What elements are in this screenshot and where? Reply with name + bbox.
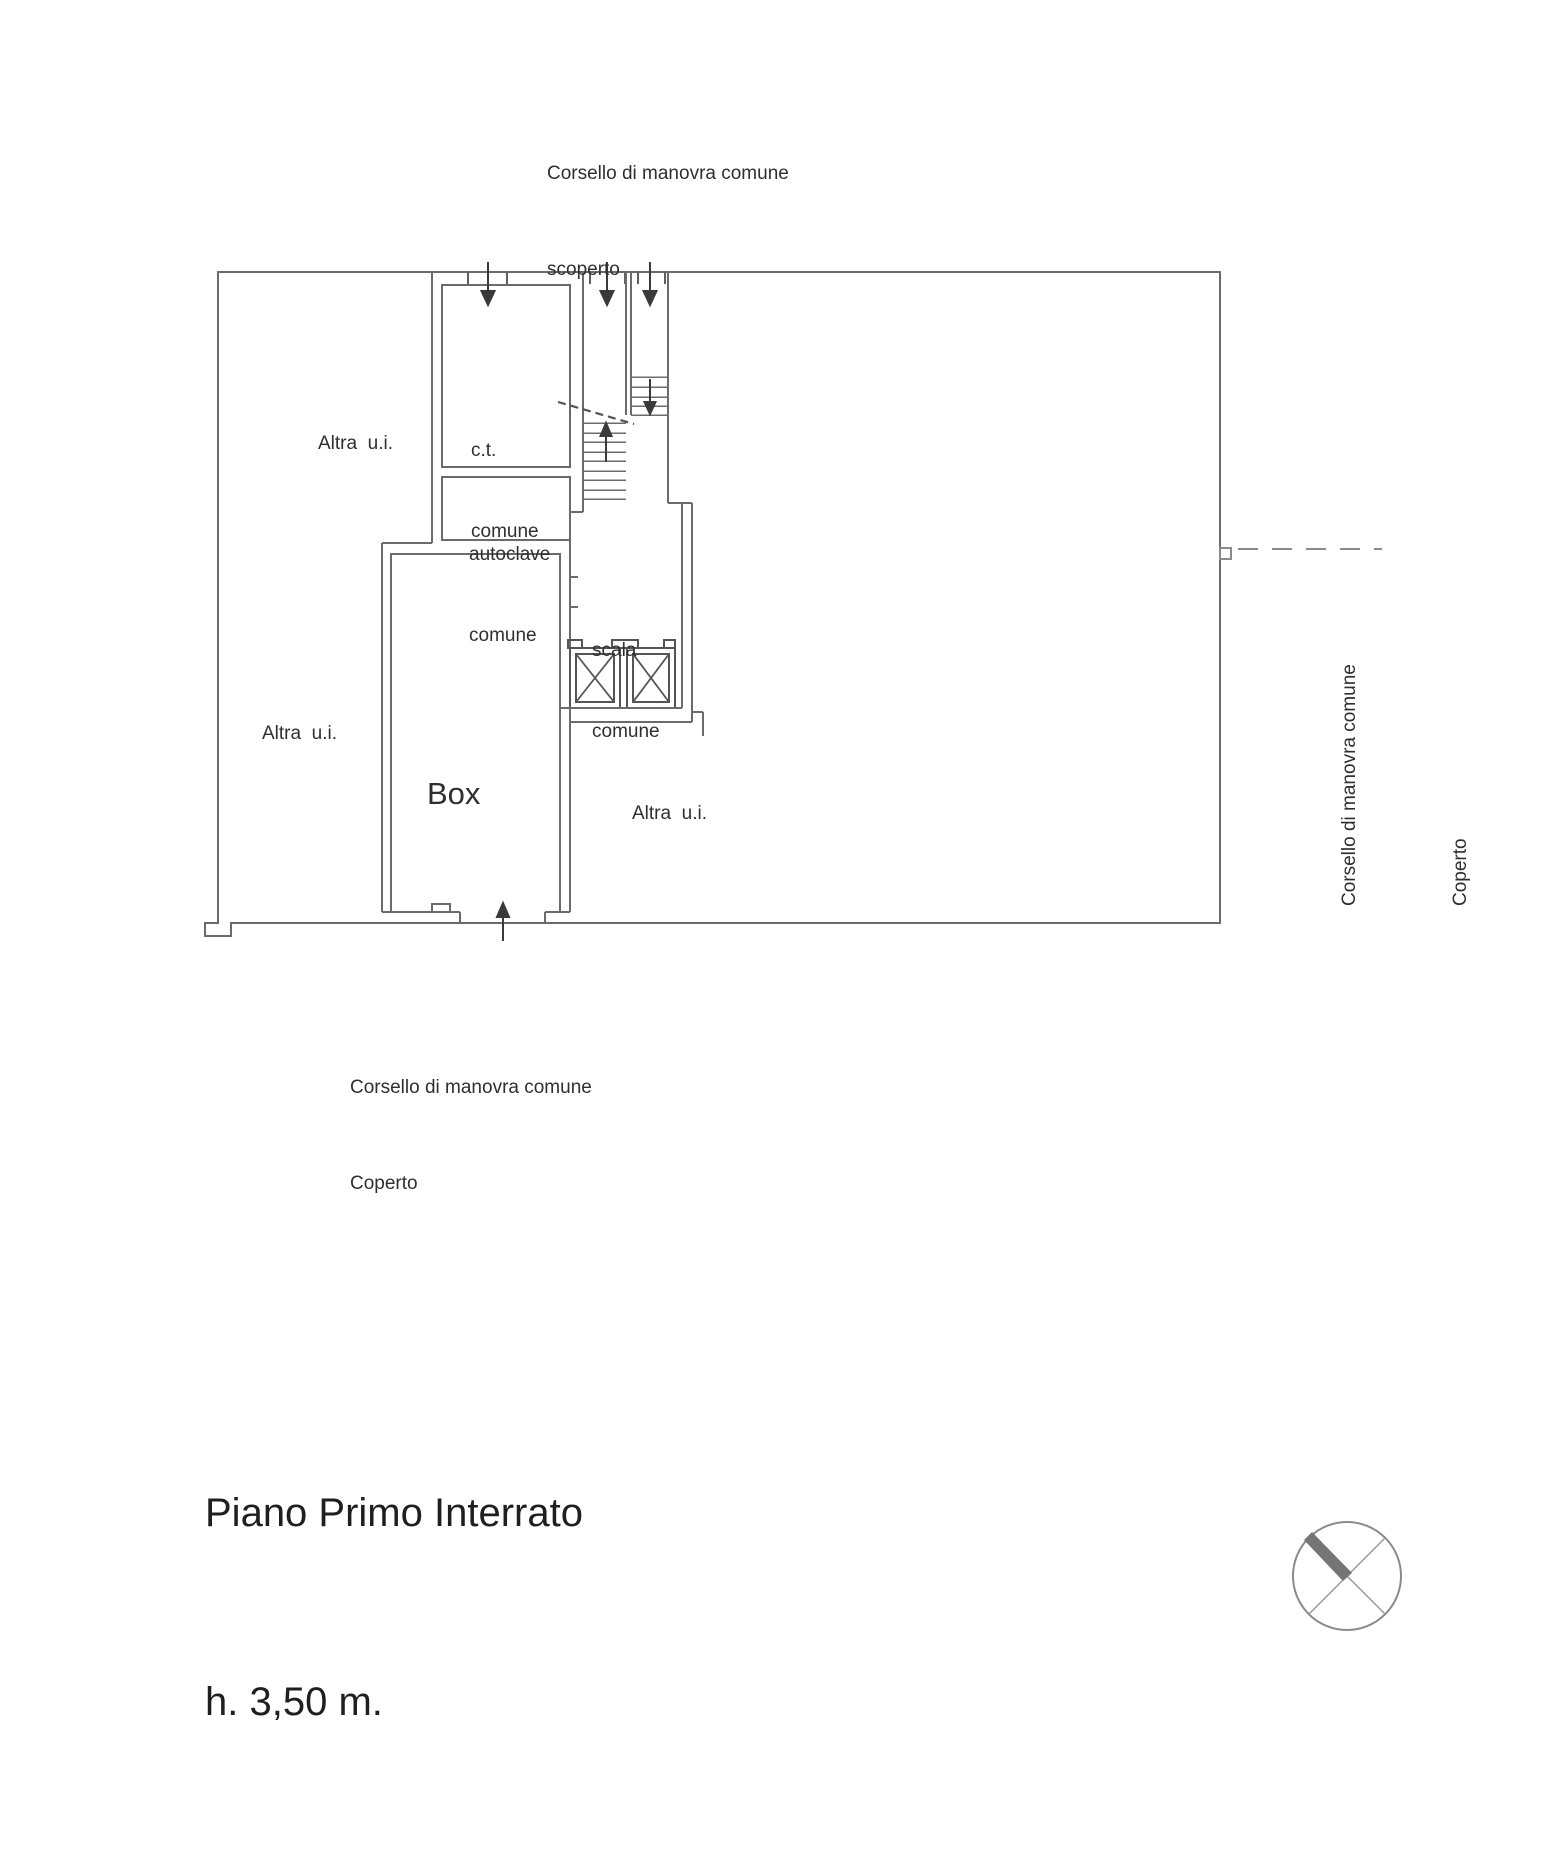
label-corsello-bottom: [350, 1008, 592, 1264]
label-line: comune: [471, 521, 539, 542]
label-altra-ui-1: Altra u.i.: [318, 433, 393, 454]
floor-title: [205, 1356, 583, 1860]
compass-rose-icon: [1293, 1522, 1401, 1630]
label-altra-ui-3: Altra u.i.: [632, 803, 707, 824]
compass-needle: [1304, 1532, 1352, 1581]
label-line: autoclave: [469, 544, 551, 565]
floor-height-line: h. 3,50 m.: [205, 1680, 383, 1724]
label-altra-ui-2: Altra u.i.: [262, 723, 337, 744]
label-line: scala: [592, 640, 637, 661]
label-line: c.t.: [471, 440, 497, 461]
elevator-threshold: [664, 640, 675, 648]
box-door-symbol: [432, 904, 450, 912]
floor-title-line: Piano Primo Interrato: [205, 1491, 583, 1535]
label-line: Corsello di manovra comune: [1339, 664, 1360, 906]
label-box-room: Box: [427, 776, 481, 811]
label-corsello-top: [547, 94, 789, 350]
label-line: Corsello di manovra comune: [547, 163, 789, 184]
label-autoclave-room: [469, 487, 550, 703]
stair-arrows: [601, 379, 656, 462]
plan-outer-boundary: [205, 272, 1220, 936]
label-scala-room: [592, 583, 660, 799]
label-line: comune: [592, 721, 660, 742]
boundary-extension-dashed-line: [1220, 548, 1382, 559]
label-corsello-right: [1257, 566, 1553, 906]
label-line: Coperto: [350, 1173, 418, 1194]
label-line: comune: [469, 625, 537, 646]
label-line: Corsello di manovra comune: [350, 1077, 592, 1098]
label-line: scoperto: [547, 259, 620, 280]
arrow-down-icon: [482, 262, 495, 305]
label-line: Coperto: [1450, 838, 1471, 906]
